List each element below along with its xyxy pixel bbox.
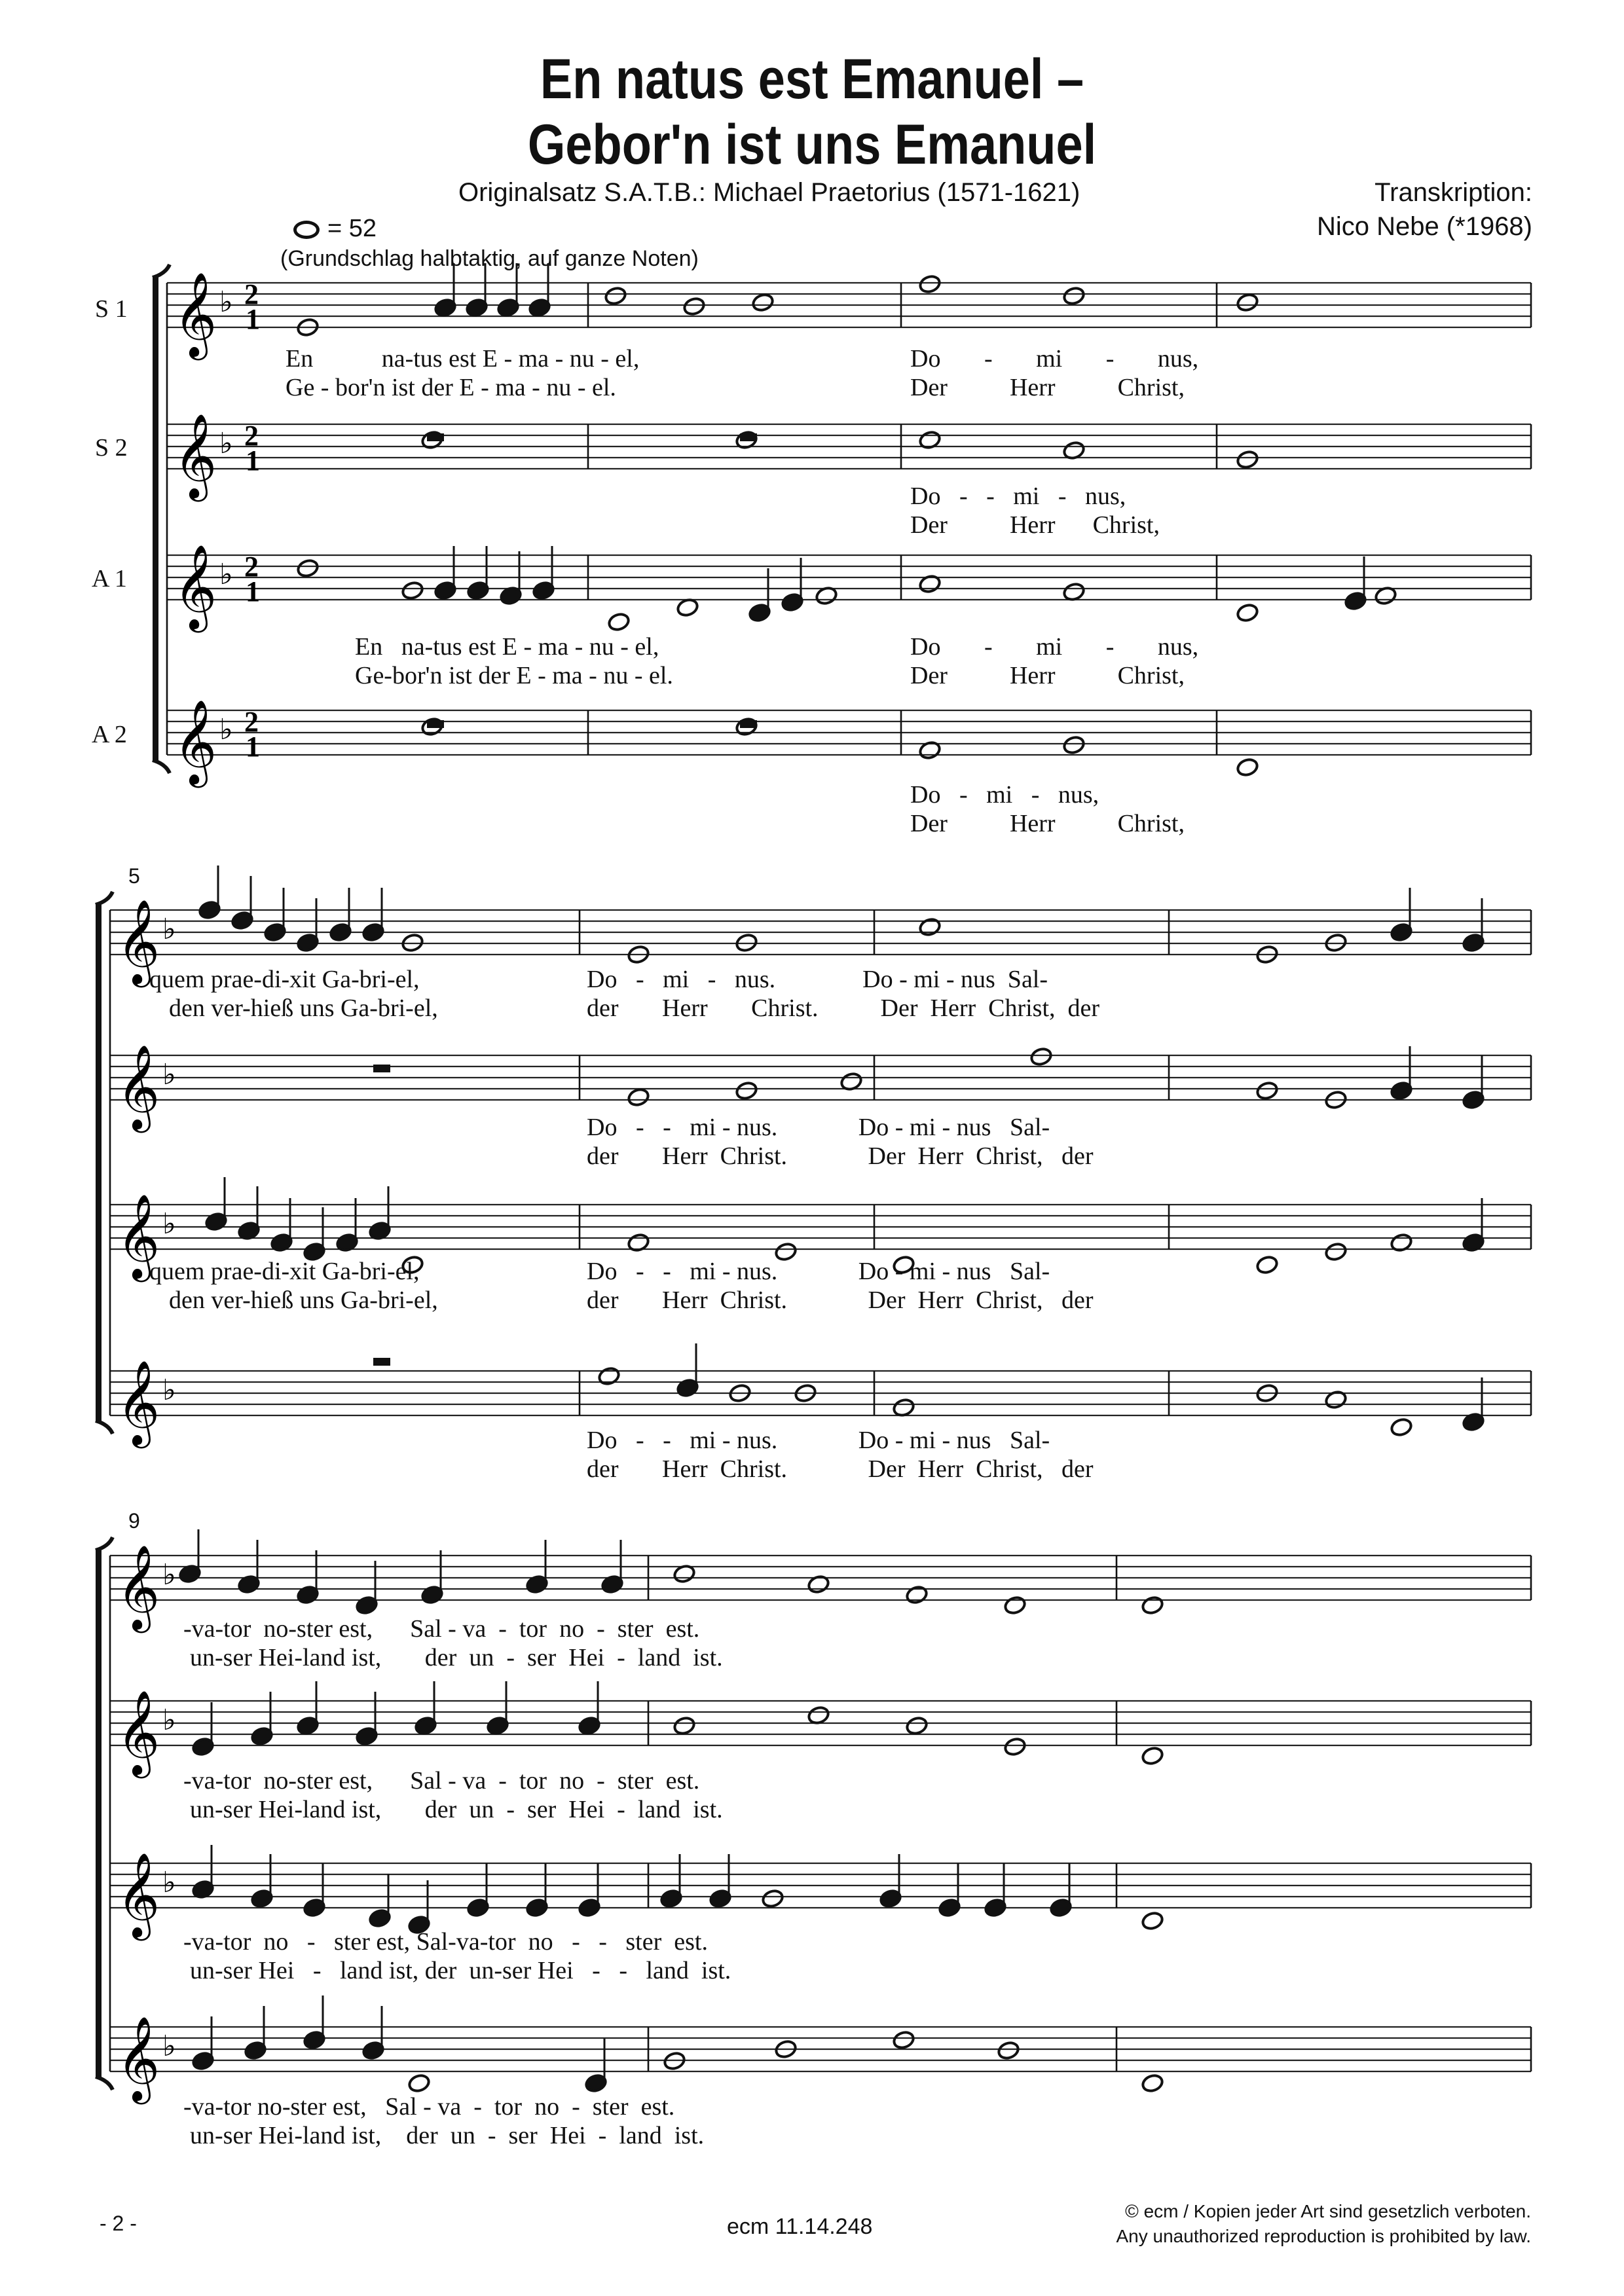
flat-icon: ♭ [162,1558,176,1592]
system-bracket [96,905,101,1421]
copyright-de: © ecm / Kopien jeder Art sind gesetzlich verboten. [1125,2201,1531,2221]
piece-title-line2: Gebor'n ist uns Emanuel [527,113,1097,176]
flat-icon: ♭ [162,1866,176,1899]
rest-icon [373,1065,390,1072]
time-signature-bottom: 1 [246,445,260,477]
time-signature-bottom: 1 [246,303,260,335]
note-head [407,2073,431,2094]
lyric-sys3-a2-l1: -va-tor no-ster est, Sal - va - tor no - ster est. [183,2093,675,2121]
treble-clef-icon: 𝄞 [117,1360,160,1445]
bracket-hook-top [153,264,170,278]
lyric-sys3-a2-l2: un-ser Hei-land ist, der un - ser Hei - land ist. [190,2122,705,2149]
time-signature-top: 2 [244,706,259,738]
flat-icon: ♭ [162,1704,176,1737]
flat-icon: ♭ [162,1207,176,1241]
note-head [1062,735,1086,756]
lyric-s1-r2: Der Herr Christ, [910,374,1185,401]
voice-label-a1: A 1 [92,565,127,592]
time-signature-top: 2 [244,278,259,310]
note-head [1255,1255,1279,1275]
page-number: - 2 - [100,2212,137,2235]
lyric-s1-l2: Ge - bor'n ist der E - ma - nu - el. [286,374,616,401]
lyric-s1-l1: En na-tus est E - ma - nu - el, [286,345,640,373]
note-head [1324,1242,1348,1262]
note-head [1236,603,1259,623]
rest-icon [427,720,444,728]
flat-icon: ♭ [162,913,176,946]
rest-icon [740,433,757,441]
lyric-sys3-s2-l2: un-ser Hei-land ist, der un - ser Hei - land ist. [190,1796,723,1823]
note-head [905,1716,929,1736]
note-head [892,2030,915,2050]
note-head [1062,582,1086,602]
lyric-sys3-s2-l1: -va-tor no-ster est, Sal - va - tor no - ster est. [183,1767,700,1795]
note-head [676,598,699,618]
treble-clef-icon: 𝄞 [174,544,217,629]
lyric-a2-r1: Do - mi - nus, [910,781,1099,809]
time-signature-top: 2 [244,551,259,583]
treble-clef-icon: 𝄞 [117,1690,160,1775]
lyric-sys2-s1-r2: der Herr Christ. Der Herr Christ, der [587,994,1100,1022]
note-head [905,1585,929,1605]
tempo-note-text: (Grundschlag halbtaktig, auf ganze Noten) [280,246,699,271]
bracket-hook-top [96,892,113,905]
treble-clef-icon: 𝄞 [117,899,160,984]
note-head [401,581,424,601]
note-head [761,1889,784,1909]
note-head [1236,757,1259,778]
rest-icon [427,433,444,441]
note-head [1003,1737,1027,1757]
lyric-a1-r2: Der Herr Christ, [910,662,1185,689]
catalog-number: ecm 11.14.248 [727,2214,873,2239]
composer-credit: Originalsatz S.A.T.B.: Michael Praetorius (1571-1621) [458,178,1080,207]
note-head [597,1366,621,1387]
lyric-sys3-s1-l2: un-ser Hei-land ist, der un - ser Hei - land ist. [190,1644,723,1671]
piece-title-line1: En natus est Emanuel – [540,48,1084,111]
measure-number-5: 5 [128,864,140,888]
bracket-hook-bottom [153,760,170,773]
note-head [1003,1595,1027,1616]
time-signature-top: 2 [244,420,259,452]
system-bracket [153,278,158,760]
note-head [997,2041,1020,2061]
note-head [682,297,706,317]
note-head [1236,293,1259,313]
note-head [296,558,320,579]
time-signature-bottom: 1 [246,575,260,608]
copyright-en: Any unauthorized reproduction is prohibited by law. [1116,2226,1531,2246]
note-head [604,286,627,306]
bracket-hook-bottom [96,1421,113,1434]
lyric-a2-r2: Der Herr Christ, [910,810,1185,837]
treble-clef-icon: 𝄞 [174,413,217,498]
lyric-sys2-s2-r1: Do - - mi - nus. Do - mi - nus Sal- [587,1114,1050,1141]
note-head [735,1081,758,1101]
treble-clef-icon: 𝄞 [117,2016,160,2101]
note-head [673,1716,696,1736]
lyric-a1-r1: Do - mi - nus, [910,633,1199,661]
treble-clef-icon: 𝄞 [117,1544,160,1630]
lyric-a1-l1: En na-tus est E - ma - nu - el, [355,633,659,661]
note-head [607,612,631,632]
treble-clef-icon: 𝄞 [174,699,217,784]
voice-label-s1: S 1 [95,295,128,323]
bracket-hook-bottom [96,2077,113,2090]
rest-icon [740,720,757,728]
tempo-value: = 52 [327,215,377,242]
flat-icon: ♭ [219,427,233,460]
lyric-sys2-a2-r2: der Herr Christ. Der Herr Christ, der [587,1455,1094,1483]
lyric-sys2-a1-l2: den ver-hieß uns Ga-bri-el, [169,1286,438,1314]
flat-icon: ♭ [219,285,233,319]
bracket-hook-top [96,1537,113,1550]
note-head [892,1398,915,1418]
time-signature-bottom: 1 [246,731,260,763]
treble-clef-icon: 𝄞 [117,1044,160,1129]
lyric-s2-r1: Do - - mi - nus, [910,483,1126,510]
note-head [807,1705,830,1726]
note-head [918,917,942,938]
note-head [751,293,775,313]
lyric-sys2-s1-l2: den ver-hieß uns Ga-bri-el, [169,994,438,1022]
note-head [1141,1911,1164,1931]
rest-icon [373,1358,390,1366]
flat-icon: ♭ [162,1058,176,1091]
lyric-sys2-a1-r1: Do - - mi - nus. Do - mi - nus Sal- [587,1258,1050,1285]
note-head [918,274,942,295]
system-bracket [96,1550,101,2077]
lyric-sys2-a1-r2: der Herr Christ. Der Herr Christ, der [587,1286,1094,1314]
lyric-sys2-a1-l1: quem prae-di-xit Ga-bri-el, [149,1258,420,1285]
lyric-sys3-a1-l1: -va-tor no - ster est, Sal-va-tor no - - ster est. [183,1928,708,1956]
transcription-label: Transkription: [1375,178,1532,207]
lyric-sys3-s1-l1: -va-tor no-ster est, Sal - va - tor no - ster est. [183,1615,700,1643]
flat-icon: ♭ [162,1374,176,1407]
note-head [1390,1417,1413,1438]
note-head [1236,450,1259,470]
treble-clef-icon: 𝄞 [174,272,217,357]
note-head [1141,1595,1164,1616]
note-head [1029,1047,1053,1067]
flat-icon: ♭ [162,2030,176,2063]
measure-number-9: 9 [128,1509,140,1533]
note-head [1141,2073,1164,2094]
treble-clef-icon: 𝄞 [117,1194,160,1279]
lyric-sys3-a1-l2: un-ser Hei - land ist, der un-ser Hei - - land ist. [190,1957,731,1984]
lyric-sys2-s2-r2: der Herr Christ. Der Herr Christ, der [587,1142,1094,1170]
flat-icon: ♭ [219,558,233,591]
transcriber: Nico Nebe (*1968) [1316,212,1532,241]
lyric-sys2-a2-r1: Do - - mi - nus. Do - mi - nus Sal- [587,1427,1050,1454]
treble-clef-icon: 𝄞 [117,1852,160,1937]
voice-label-a2: A 2 [92,721,127,748]
voice-label-s2: S 2 [95,434,128,462]
lyric-a1-l2: Ge-bor'n ist der E - ma - nu - el. [355,662,673,689]
lyric-s2-r2: Der Herr Christ, [910,511,1160,539]
note-head [1255,1081,1279,1101]
note-head [1062,286,1086,306]
lyric-sys2-s1-l1: quem prae-di-xit Ga-bri-el, [149,966,420,993]
lyric-sys2-s1-r1: Do - mi - nus. Do - mi - nus Sal- [587,966,1048,993]
flat-icon: ♭ [219,713,233,746]
note-head [627,1087,650,1108]
lyric-s1-r1: Do - mi - nus, [910,345,1199,373]
note-head [1141,1746,1164,1766]
